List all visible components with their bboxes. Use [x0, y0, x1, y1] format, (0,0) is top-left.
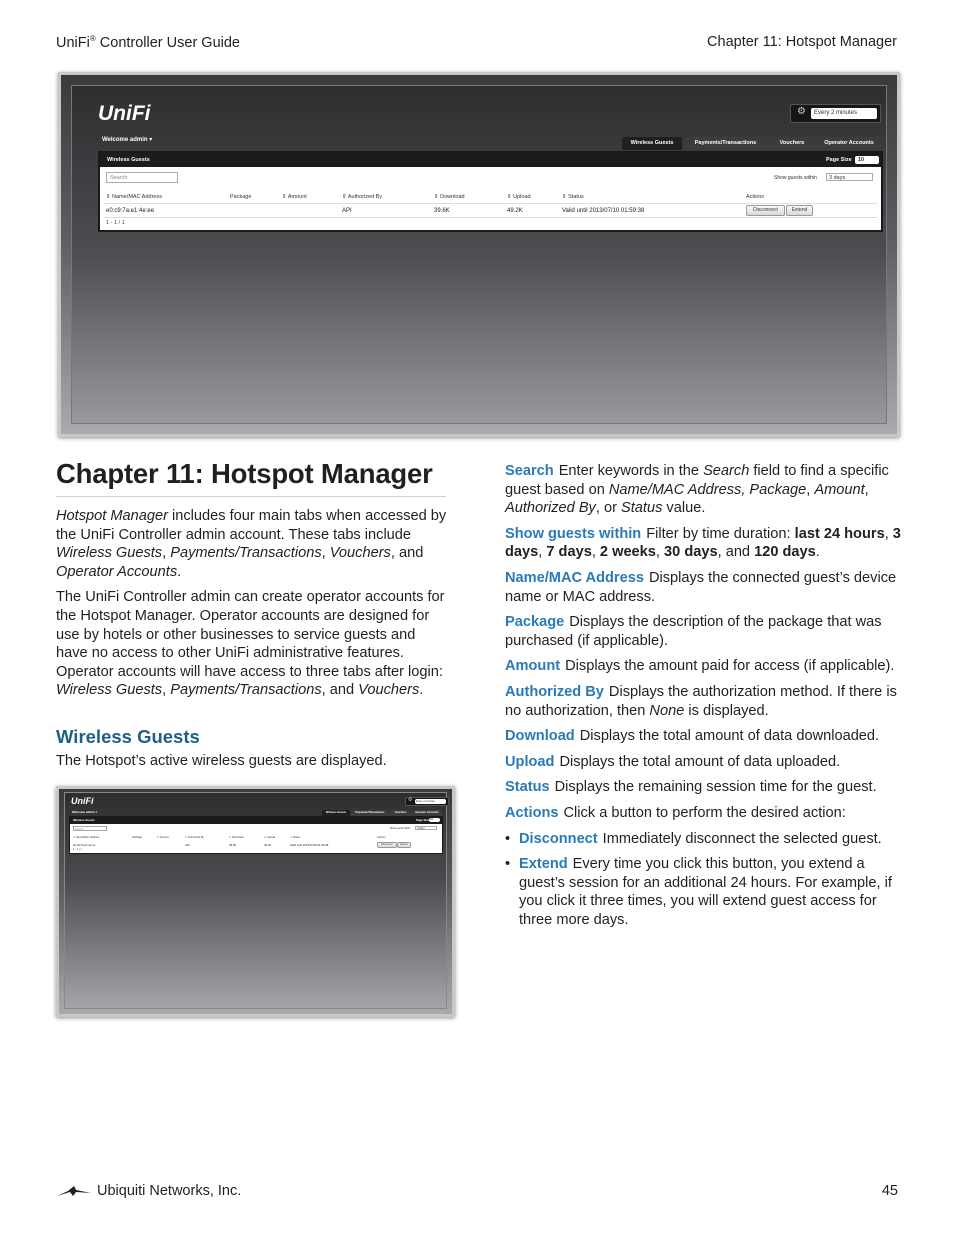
- definition-download: [505, 727, 903, 746]
- show-guests-select[interactable]: 3 days: [415, 826, 437, 830]
- text-run: Hotspot Manager: [56, 508, 168, 524]
- text-run: Status: [621, 500, 663, 517]
- text-run: , and: [321, 682, 359, 699]
- column-header-status[interactable]: ⇕ Status: [562, 194, 584, 200]
- panel-title: Wireless Guests: [73, 818, 95, 822]
- show-guests-select[interactable]: 3 days: [826, 173, 873, 181]
- guest-authorized-by: API: [185, 843, 190, 847]
- column-header-package[interactable]: Package: [132, 836, 143, 839]
- text-run: Filter by time duration:: [646, 525, 795, 542]
- column-header-name[interactable]: ⇕ Name/MAC Address: [106, 194, 162, 200]
- guest-upload: 49.2K: [507, 208, 523, 214]
- ubiquiti-logo-icon: [56, 1185, 92, 1197]
- text-run: The UniFi Controller admin can create operator accounts for the Hotspot Manager. Operator accounts are designed for use by hotels or other businesses to service guests and have no access to other UniFi administrative features. Operator accounts will have access to three tabs after login:: [56, 589, 445, 680]
- gear-icon: ⚙: [797, 106, 806, 117]
- pagination: 1 - 1 / 1: [106, 220, 125, 226]
- text-run: Name/MAC Address, Package: [608, 481, 807, 498]
- text-run: Displays the connected guest’s device name or MAC address.: [505, 569, 897, 605]
- definition-package: [505, 613, 903, 650]
- chapter-title: Chapter 11: Hotspot Manager: [56, 458, 446, 497]
- text-run: ,: [884, 525, 893, 542]
- page-size-label: Page Size: [826, 157, 852, 163]
- welcome-menu[interactable]: Welcome admin ▾: [72, 810, 98, 814]
- column-header-package[interactable]: Package: [230, 194, 252, 200]
- intro-paragraph-2: [56, 588, 448, 700]
- text-run: Immediately disconnect the selected guest.: [602, 830, 882, 847]
- column-header-upload[interactable]: ⇕ Upload: [507, 194, 531, 200]
- disconnect-button[interactable]: Disconnect: [377, 842, 397, 848]
- text-run: Wireless Guests: [56, 682, 163, 699]
- definition-term: Name/MAC Address: [505, 569, 644, 586]
- text-run: Displays the authorization method. If there is no authorization, then: [505, 683, 897, 719]
- wireless-guests-panel: [98, 151, 883, 232]
- definition-term: Actions: [505, 804, 559, 821]
- text-run: Operator Accounts: [56, 563, 178, 580]
- text-run: .: [177, 563, 182, 580]
- text-run: ,: [655, 544, 665, 561]
- text-run: Amount: [814, 481, 865, 498]
- column-header-upload[interactable]: ⇕ Upload: [264, 836, 276, 839]
- definition-upload: [505, 753, 903, 772]
- definition-term: Download: [505, 728, 575, 745]
- text-run: Displays the remaining session time for the guest.: [554, 779, 877, 796]
- definition-term: Amount: [505, 658, 561, 675]
- footer-company: [56, 1183, 241, 1199]
- text-run: Wireless Guests: [56, 545, 163, 562]
- field-definitions: [505, 462, 903, 936]
- page-size-select[interactable]: 10: [855, 156, 879, 164]
- welcome-menu[interactable]: Welcome admin ▾: [102, 137, 153, 143]
- definition-status: [505, 778, 903, 797]
- page-size-label: Page Size: [416, 818, 430, 822]
- definition-list: [505, 462, 903, 823]
- wireless-guests-panel: [69, 816, 443, 854]
- tab-operator-accounts[interactable]: Operator Accounts: [817, 137, 881, 150]
- refresh-interval[interactable]: Every 2 minutes: [811, 108, 877, 119]
- definition-amount: [505, 657, 903, 676]
- show-guests-label: Show guests within: [774, 175, 817, 181]
- text-run: Vouchers: [329, 545, 391, 562]
- running-header-left: UniFi® Controller User Guide: [56, 34, 240, 51]
- definition-actions: [505, 804, 903, 823]
- main-tabs: [622, 137, 883, 150]
- pagination: 1 - 1 / 1: [73, 848, 82, 851]
- page-number: 45: [881, 1183, 898, 1199]
- definition-term: Upload: [505, 753, 555, 770]
- column-header-actions: Actions: [377, 836, 386, 839]
- text-run: .: [419, 682, 424, 699]
- text-run: Click a button to perform the desired action:: [563, 804, 846, 821]
- guest-mac: e0:c9:7a:e1:4e:ee: [73, 843, 96, 847]
- text-run: , and: [717, 544, 755, 561]
- text-run: 30 days: [664, 544, 718, 561]
- action-disconnect: [505, 830, 903, 849]
- text-run: Payments/Transactions: [170, 682, 322, 699]
- text-run: field to find a specific guest based on: [505, 463, 889, 498]
- refresh-selector[interactable]: [405, 797, 449, 806]
- text-run: ,: [864, 481, 869, 498]
- text-run: ,: [538, 544, 547, 561]
- definition-name-mac-address: [505, 569, 903, 606]
- column-header-amount[interactable]: ⇕ Amount: [157, 836, 169, 839]
- search-input[interactable]: Search: [106, 172, 178, 183]
- text-run: Payments/Transactions: [170, 545, 322, 562]
- text-run: ,: [162, 545, 171, 562]
- column-header-actions: Actions: [746, 194, 765, 200]
- panel-titlebar: [100, 153, 881, 167]
- column-header-amount[interactable]: ⇕ Amount: [282, 194, 307, 200]
- column-header-status[interactable]: ⇕ Status: [290, 836, 301, 839]
- guest-status: Valid until 2013/07/10 01:59:38: [562, 208, 645, 214]
- text-run: 120 days: [754, 544, 816, 561]
- text-run: , and: [390, 545, 424, 562]
- tab-vouchers[interactable]: Vouchers: [769, 137, 815, 150]
- text-run: ,: [321, 545, 330, 562]
- tab-operator-accounts[interactable]: Operator Accounts: [412, 810, 442, 816]
- unifi-logo: UniFi: [98, 102, 151, 125]
- refresh-interval[interactable]: Every 2 minutes: [415, 799, 446, 804]
- section-intro: The Hotspot’s active wireless guests are displayed.: [56, 753, 387, 769]
- disconnect-button[interactable]: Disconnect: [746, 205, 785, 216]
- definition-show-guests-within: [505, 525, 903, 562]
- guest-download: 39.6K: [229, 843, 237, 847]
- panel-titlebar: [70, 817, 442, 824]
- extend-button[interactable]: Extend: [397, 842, 411, 848]
- column-header-authorized-by[interactable]: ⇕ Authorized By: [342, 194, 383, 200]
- text-run: value.: [662, 500, 706, 517]
- guest-authorized-by: API: [342, 208, 352, 214]
- row-divider: [104, 203, 877, 204]
- bullet-icon: •: [505, 856, 511, 873]
- text-run: Displays the amount paid for access (if applicable).: [565, 658, 895, 675]
- text-run: ,: [162, 682, 171, 699]
- text-run: 2 weeks: [599, 544, 656, 561]
- section-heading-wireless-guests: Wireless Guests: [56, 726, 200, 747]
- definition-search: [505, 462, 903, 518]
- text-run: Enter keywords in the: [558, 463, 704, 479]
- intro-text: [56, 507, 448, 707]
- text-run: 3 days: [505, 525, 901, 561]
- text-run: 7 days: [546, 544, 592, 561]
- extend-button[interactable]: Extend: [786, 205, 813, 216]
- tab-payments-transactions[interactable]: Payments/Transactions: [351, 810, 389, 816]
- text-run: includes four main tabs when accessed by the UniFi Controller admin account. These tabs include: [56, 508, 447, 543]
- column-header-name[interactable]: ⇕ Name/MAC Address: [73, 836, 100, 839]
- action-term: Disconnect: [519, 830, 598, 847]
- show-guests-label: Show guests within: [390, 827, 411, 830]
- text-run: Displays the total amount of data uploaded.: [559, 753, 841, 770]
- running-header-right: Chapter 11: Hotspot Manager: [707, 34, 897, 50]
- text-run: Search: [703, 463, 750, 479]
- page-size-select[interactable]: 10: [429, 818, 440, 822]
- tab-wireless-guests[interactable]: Wireless Guests: [622, 137, 682, 150]
- refresh-selector[interactable]: [790, 104, 881, 123]
- text-run: last 24 hours: [794, 525, 885, 542]
- column-header-download[interactable]: ⇕ Download: [229, 836, 244, 839]
- tab-payments-transactions[interactable]: Payments/Transactions: [684, 137, 767, 150]
- tab-wireless-guests[interactable]: Wireless Guests: [322, 810, 350, 816]
- guest-upload: 49.2K: [264, 843, 272, 847]
- bullet-icon: •: [505, 830, 511, 847]
- row-divider: [104, 217, 877, 218]
- footer-company-name: Ubiquiti Networks, Inc.: [97, 1183, 242, 1199]
- text-run: None: [649, 702, 685, 719]
- definition-term: Authorized By: [505, 683, 604, 700]
- hotspot-screenshot-large: [58, 72, 900, 437]
- definition-term: Search: [505, 463, 554, 479]
- definition-term: Status: [505, 779, 550, 796]
- text-run: Vouchers: [358, 682, 420, 699]
- tab-vouchers[interactable]: Vouchers: [390, 810, 411, 816]
- column-header-download[interactable]: ⇕ Download: [434, 194, 465, 200]
- unifi-logo: UniFi: [71, 796, 94, 806]
- definition-authorized-by: [505, 683, 903, 720]
- text-run: Every time you click this button, you extend a guest’s session for an additional 24 hours. For example, if you click it three times, you will extend guest access for three more days.: [519, 856, 892, 928]
- guest-status: Valid until 2013/07/10 01:59:38: [290, 843, 329, 847]
- text-run: ,: [806, 481, 815, 498]
- text-run: , or: [595, 500, 621, 517]
- gear-icon: ⚙: [408, 797, 413, 803]
- search-input[interactable]: Search: [73, 826, 107, 831]
- definition-term: Show guests within: [505, 525, 642, 542]
- definition-term: Package: [505, 614, 565, 631]
- text-run: Displays the total amount of data downloaded.: [579, 728, 880, 745]
- intro-paragraph-1: [56, 507, 448, 581]
- text-run: is displayed.: [684, 702, 769, 719]
- action-term: Extend: [519, 856, 568, 873]
- action-extend: [505, 855, 903, 929]
- guest-download: 39.6K: [434, 208, 450, 214]
- guest-mac: e0:c9:7a:e1:4e:ee: [106, 208, 155, 214]
- action-list: [505, 830, 903, 930]
- text-run: Displays the description of the package that was purchased (if applicable).: [505, 614, 882, 649]
- column-header-authorized-by[interactable]: ⇕ Authorized By: [185, 836, 204, 839]
- text-run: Authorized By: [505, 500, 596, 517]
- wireless-guests-screenshot-small: [56, 786, 455, 1017]
- panel-title: Wireless Guests: [107, 157, 150, 163]
- text-run: ,: [591, 544, 600, 561]
- text-run: .: [815, 544, 820, 561]
